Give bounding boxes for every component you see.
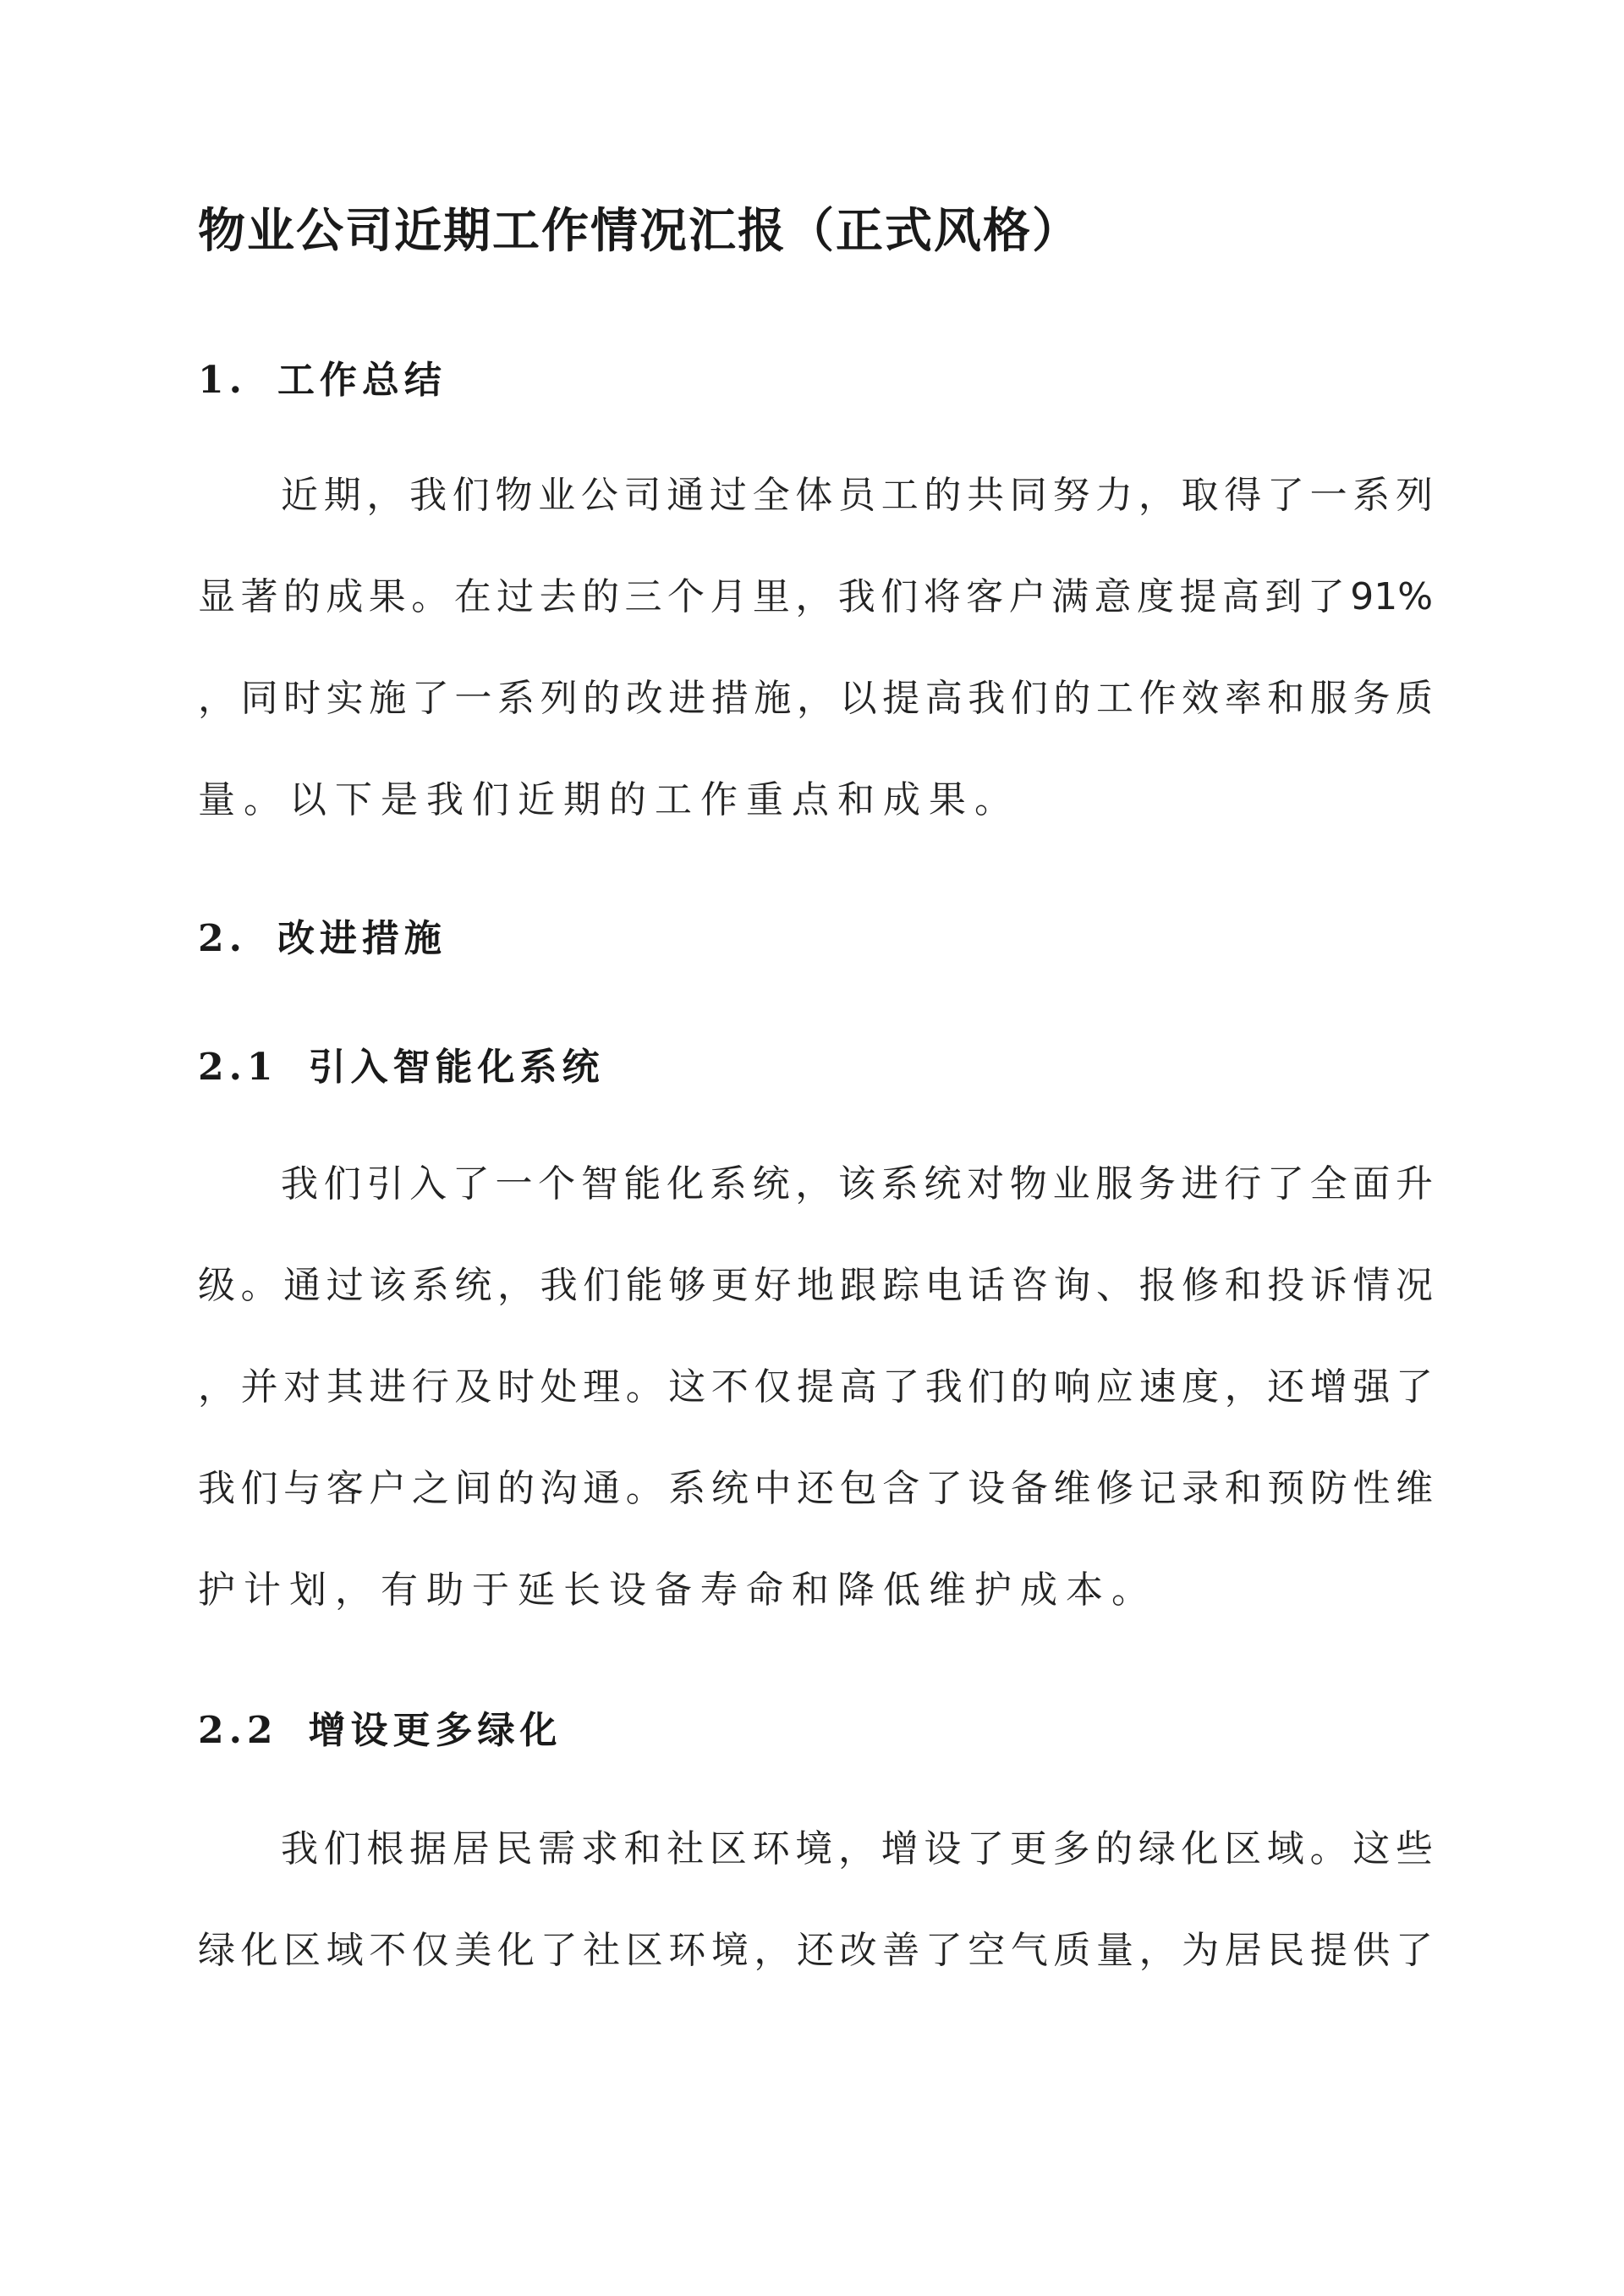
paragraph-line: ，并对其进行及时处理。这不仅提高了我们的响应速度，还增强了 [198, 1365, 1433, 1409]
section-number: 2.2 [198, 1709, 278, 1752]
section-number: 2. [198, 917, 247, 960]
paragraph-line: 量。以下是我们近期的工作重点和成果。 [198, 778, 1020, 821]
section-title: 增设更多绿化 [308, 1709, 562, 1752]
paragraph-line: 护计划，有助于延长设备寿命和降低维护成本。 [198, 1568, 1157, 1612]
section-1-heading [198, 355, 1433, 406]
section-2-heading [198, 914, 1433, 964]
section-title: 改进措施 [277, 917, 447, 960]
section-title: 工作总结 [277, 359, 447, 402]
paragraph-line: 级。通过该系统，我们能够更好地跟踪电话咨询、报修和投诉情况 [198, 1264, 1433, 1307]
paragraph-line: 绿化区域不仅美化了社区环境，还改善了空气质量，为居民提供了 [198, 1929, 1433, 1972]
section-2-1-paragraph [198, 1159, 1433, 1667]
section-2-1-heading [198, 1042, 1433, 1093]
paragraph-line: 显著的成果。在过去的三个月里，我们将客户满意度提高到了91% [198, 575, 1433, 618]
section-2-2-heading [198, 1706, 1433, 1756]
section-2-2-paragraph [198, 1824, 1433, 2027]
paragraph-line: 我们根据居民需求和社区环境，增设了更多的绿化区域。这些 [281, 1827, 1433, 1870]
section-number: 1. [198, 359, 247, 402]
paragraph-line: 近期，我们物业公司通过全体员工的共同努力，取得了一系列 [281, 474, 1433, 517]
paragraph-line: 我们与客户之间的沟通。系统中还包含了设备维修记录和预防性维 [198, 1467, 1433, 1510]
section-title: 引入智能化系统 [308, 1046, 605, 1089]
paragraph-line: ，同时实施了一系列的改进措施，以提高我们的工作效率和服务质 [198, 677, 1433, 720]
document-title: 物业公司近期工作情况汇报（正式风格） [198, 203, 1081, 259]
section-1-paragraph [198, 470, 1433, 876]
paragraph-line: 我们引入了一个智能化系统，该系统对物业服务进行了全面升 [281, 1162, 1433, 1206]
section-number: 2.1 [198, 1046, 278, 1089]
